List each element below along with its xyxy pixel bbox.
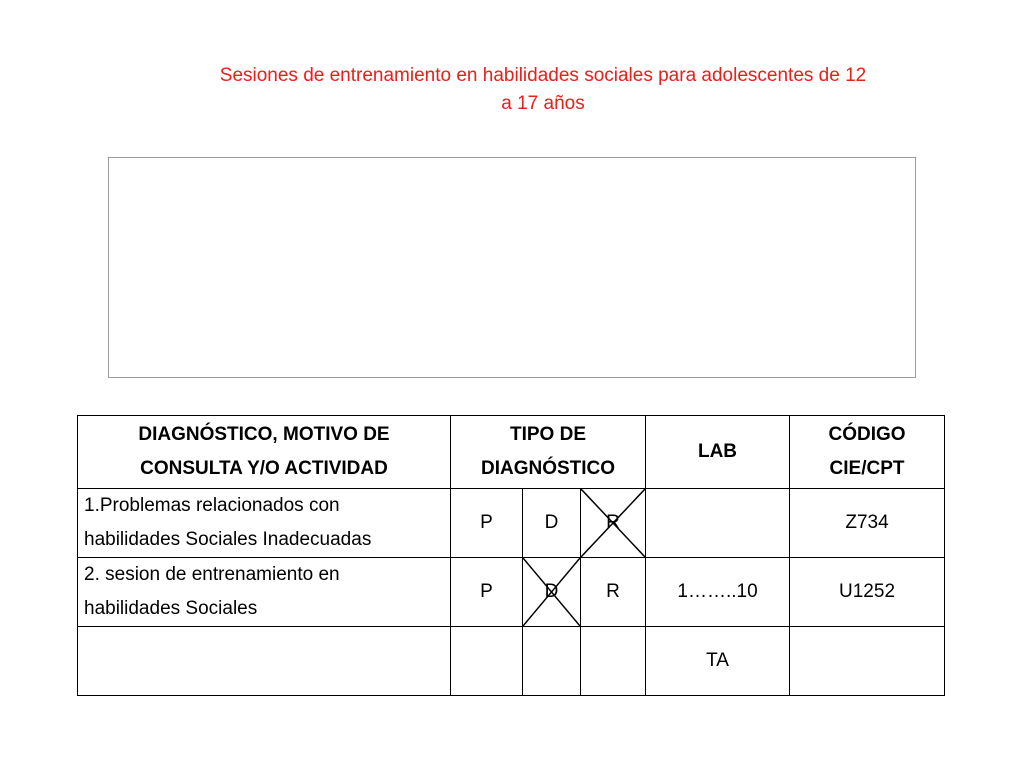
header-diagnostico-line-1: DIAGNÓSTICO, MOTIVO DE: [138, 424, 390, 445]
diagnosis-table: [77, 415, 945, 696]
header-tipo-line-2: DIAGNÓSTICO: [480, 458, 616, 479]
header-codigo: [790, 416, 945, 489]
row-2-code: U1252: [790, 558, 945, 627]
row-3-description: [78, 627, 451, 696]
header-codigo-line-2: CIE/CPT: [829, 458, 905, 479]
header-codigo-line-1: CÓDIGO: [828, 424, 906, 445]
row-3-type-r: [581, 627, 646, 696]
header-tipo-line-1: TIPO DE: [510, 424, 587, 445]
slide-title-line-1: Sesiones de entrenamiento en habilidades sociales para adolescentes de 12: [219, 65, 867, 86]
row-1-code: Z734: [790, 489, 945, 558]
header-tipo-diagnostico: [451, 416, 646, 489]
header-diagnostico-line-2: CONSULTA Y/O ACTIVIDAD: [140, 458, 388, 479]
row-1-description-line-2: habilidades Sociales Inadecuadas: [84, 529, 372, 550]
table-row: [78, 489, 945, 558]
row-1-description-line-1: 1.Problemas relacionados con: [84, 495, 340, 516]
row-1-type-p: P: [451, 489, 523, 558]
slide-title: [140, 62, 946, 118]
row-2-type-p: P: [451, 558, 523, 627]
slide-title-line-2: a 17 años: [501, 93, 585, 114]
row-2-type-d-label: D: [544, 581, 559, 602]
table-row: [78, 558, 945, 627]
row-3-lab: TA: [646, 627, 790, 696]
row-1-type-r-label: R: [606, 512, 620, 533]
row-1-type-r: [581, 489, 646, 558]
row-3-type-d: [523, 627, 581, 696]
row-2-type-r: R: [581, 558, 646, 627]
row-2-description-line-2: habilidades Sociales: [84, 598, 258, 619]
header-diagnostico: [78, 416, 451, 489]
row-2-lab: 1……..10: [646, 558, 790, 627]
row-3-type-p: [451, 627, 523, 696]
table-row: [78, 627, 945, 696]
embedded-object-frame: [108, 157, 916, 378]
row-2-description-line-1: 2. sesion de entrenamiento en: [84, 564, 340, 585]
header-lab: LAB: [646, 416, 790, 489]
row-2-type-d: [523, 558, 581, 627]
row-1-description: [78, 489, 451, 558]
row-3-code: [790, 627, 945, 696]
row-2-description: [78, 558, 451, 627]
table-header-row: [78, 416, 945, 489]
row-1-type-d: D: [523, 489, 581, 558]
row-1-lab: [646, 489, 790, 558]
